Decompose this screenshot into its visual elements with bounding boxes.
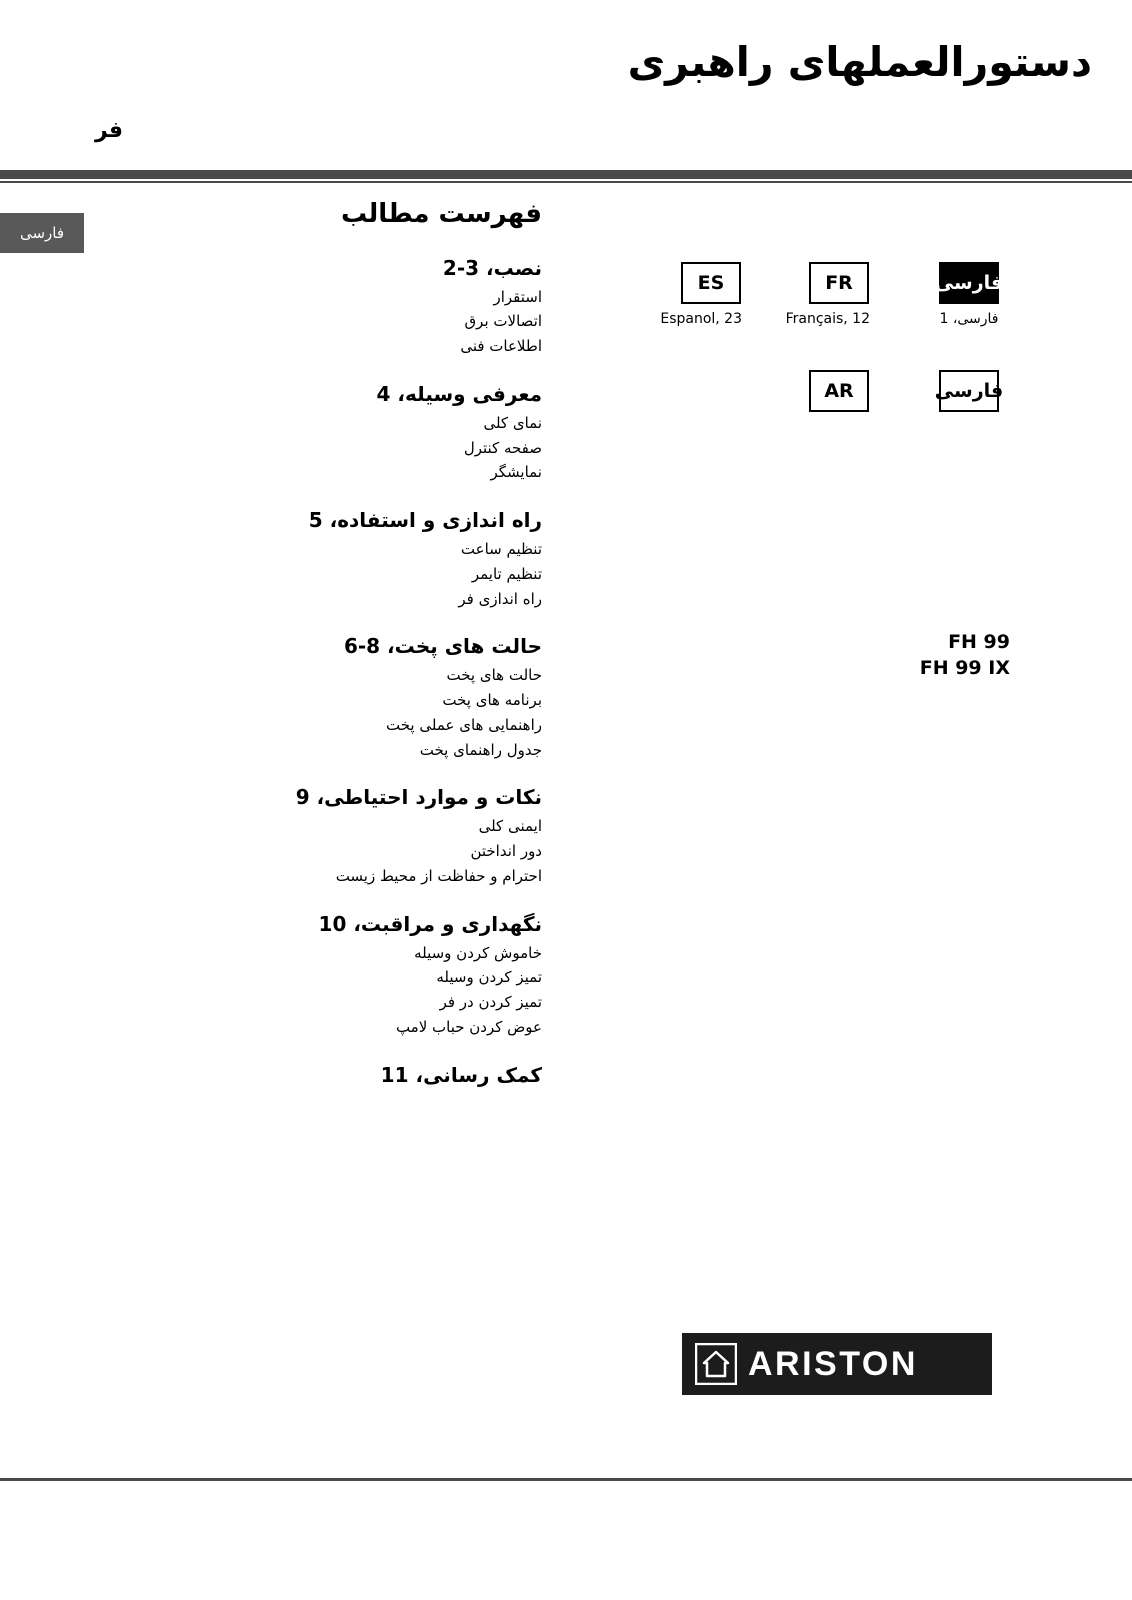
language-item-farsi[interactable] [934,370,1004,419]
language-caption: Français, 12 [785,311,870,327]
toc-section [222,507,542,611]
language-item-fr[interactable] [785,262,870,327]
toc-section [222,381,542,485]
toc-section [222,1062,542,1089]
toc-entry[interactable]: ایمنی کلی [478,817,542,836]
toc-heading[interactable]: کمک رسانی، 11 [380,1062,542,1087]
toc-section [222,255,542,359]
model-line-1: FH 99 [948,631,1010,653]
brand-logo [682,1333,992,1395]
toc-entry[interactable]: صفحه کنترل [463,438,542,457]
language-item-ar[interactable] [808,370,870,419]
brand-name: ARISTON [748,1344,918,1383]
toc-entry[interactable]: نمایشگر [490,463,542,482]
toc-entry[interactable]: حالت های پخت [446,666,542,685]
toc-title: فهرست مطالب [341,199,542,229]
toc-section [222,911,542,1040]
toc-heading[interactable]: راه اندازی و استفاده، 5 [308,508,542,533]
table-of-contents [222,200,542,1111]
toc-entry[interactable]: تمیز کردن در فر [439,993,542,1012]
page-title: دستورالعملهای راهبری [627,38,1092,86]
language-code-box: فارسی [939,370,999,412]
toc-section [222,633,542,762]
toc-entry[interactable]: استقرار [493,287,542,306]
language-code-box: FR [809,262,869,304]
toc-entry[interactable]: تمیز کردن وسیله [436,968,542,987]
header-divider [0,170,1132,179]
toc-entry[interactable]: اطلاعات فنی [460,337,542,356]
language-side-tab: فارسی [0,213,84,253]
toc-entry[interactable]: احترام و حفاظت از محیط زیست [335,866,542,885]
language-index [660,262,1020,442]
model-line-2: FH 99 IX [919,656,1010,679]
language-caption: فارسی، 1 [939,311,999,327]
toc-entry[interactable]: تنظیم ساعت [460,540,542,559]
toc-entry[interactable]: تنظیم تایمر [471,564,542,583]
model-numbers [880,630,1010,681]
toc-entry[interactable]: دور انداختن [470,842,542,861]
toc-entry[interactable]: راهنمایی های عملی پخت [386,715,542,734]
toc-entry[interactable]: برنامه های پخت [442,691,542,710]
toc-entry[interactable]: نمای کلی [483,413,542,432]
toc-heading[interactable]: معرفی وسیله، 4 [376,381,542,406]
toc-entry[interactable]: راه اندازی فر [458,589,542,608]
language-code-box: ES [681,262,741,304]
toc-section [222,784,542,888]
toc-entry[interactable]: اتصالات برق [464,312,542,331]
toc-heading[interactable]: نصب، 3-2 [442,255,542,280]
language-code-box: فارسی [939,262,999,304]
language-item-farsi-selected[interactable] [934,262,1004,327]
language-code-box: AR [809,370,869,412]
toc-entry[interactable]: عوض کردن حباب لامپ [395,1017,542,1036]
language-caption: Espanol, 23 [660,311,742,327]
header-divider-thin [0,181,1132,183]
toc-entry[interactable]: خاموش کردن وسیله [414,943,542,962]
toc-heading[interactable]: نگهداری و مراقبت، 10 [318,911,542,936]
toc-entry[interactable]: جدول راهنمای پخت [419,740,542,759]
language-item-es[interactable] [660,262,742,327]
footer-divider [0,1478,1132,1481]
page-subtitle: فر [95,118,124,143]
toc-heading[interactable]: حالت های پخت، 8-6 [343,634,542,659]
house-icon [694,1342,738,1386]
toc-heading[interactable]: نکات و موارد احتیاطی، 9 [295,785,542,810]
